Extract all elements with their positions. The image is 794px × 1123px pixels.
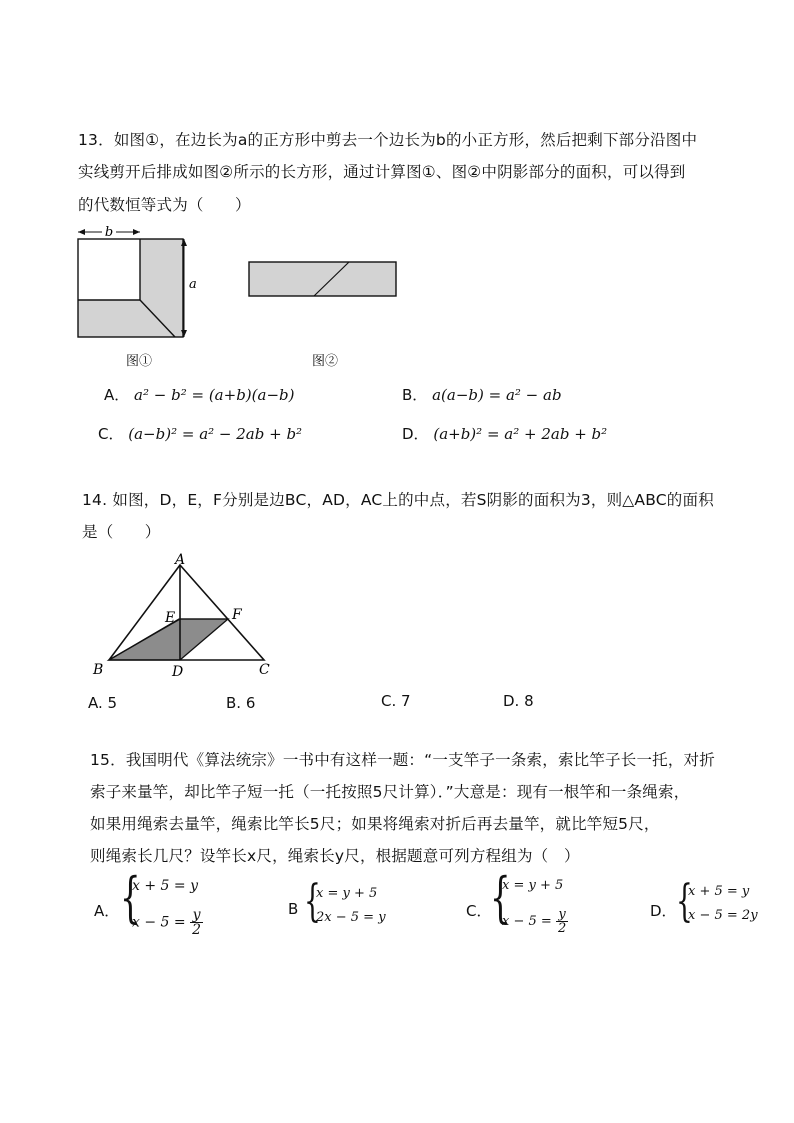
q14-option-d[interactable]: D. 8: [503, 692, 534, 710]
point-a-label: A: [175, 552, 186, 568]
q13-option-a-label: A．: [104, 386, 130, 404]
q13-figure: [70, 222, 420, 352]
q13-option-c-text: (a−b)² = a² − 2ab + b²: [128, 425, 303, 443]
point-d-label: D: [172, 664, 184, 680]
b-arrow-right: [133, 229, 140, 235]
q15-option-a-label: A．: [94, 902, 120, 920]
q14-option-c[interactable]: C. 7: [381, 692, 411, 710]
q14-option-a[interactable]: A. 5: [88, 694, 118, 712]
q15-option-c[interactable]: [466, 866, 576, 942]
q15-option-b-eq1: x = y + 5: [316, 886, 378, 901]
q15-line-2: 索子来量竿，却比竿子短一托（一托按照5尺计算）．”大意是：现有一根竿和一条绳索，: [90, 783, 690, 801]
q15-option-d-eq1: x + 5 = y: [688, 884, 750, 899]
q15-option-c-label: C．: [466, 902, 492, 920]
q15-option-c-eq2: [502, 908, 568, 935]
q15-option-d-eq2: x − 5 = 2y: [688, 908, 758, 923]
q13-line-1: 13．如图①，在边长为a的正方形中剪去一个边长为b的小正方形，然后把剩下部分沿图中: [78, 131, 698, 149]
q15-option-b-eq2: 2x − 5 = y: [316, 910, 386, 925]
q13-option-d[interactable]: [402, 423, 607, 444]
q15-option-c-frac-den: 2: [557, 921, 567, 936]
q15-option-c-eq1: x = y + 5: [502, 878, 564, 893]
q13-line-2: 实线剪开后排成如图②所示的长方形，通过计算图①、图②中阴影部分的面积，可以得到: [78, 163, 686, 181]
q15-option-d-label: D．: [650, 902, 677, 920]
q14-option-b[interactable]: B. 6: [226, 694, 256, 712]
q15-option-b[interactable]: [288, 876, 398, 935]
brace-icon: {: [676, 876, 693, 927]
q14-triangle-figure: [88, 550, 288, 685]
point-b-label: B: [93, 662, 104, 678]
q14-line-2: 是（ ）: [82, 523, 161, 541]
fig1-label-a: a: [189, 277, 197, 292]
q14-line-1: 14. 如图，D，E，F分别是边BC，AD，AC上的中点，若S阴影的面积为3，则△ABC的面积: [82, 491, 714, 509]
q15-option-a-frac-den: 2: [192, 922, 201, 938]
point-c-label: C: [259, 662, 270, 678]
q13-option-a[interactable]: [104, 384, 294, 405]
fig2-caption: 图②: [312, 354, 339, 369]
q15-option-a[interactable]: [94, 866, 204, 942]
q15-option-a-eq1: x + 5 = y: [132, 878, 198, 894]
q15-line-4: 则绳索长几尺？设竿长x尺，绳索长y尺，根据题意可列方程组为（ ）: [90, 847, 580, 865]
point-e-label: E: [165, 610, 176, 626]
q13-option-c-label: C．: [98, 425, 124, 443]
point-f-label: F: [232, 607, 242, 623]
q15-option-c-frac-num: y: [556, 908, 568, 922]
brace-icon: {: [120, 866, 141, 929]
q13-option-d-text: (a+b)² = a² + 2ab + b²: [433, 425, 608, 443]
q15-option-a-eq2: [132, 908, 203, 937]
fig2-rectangle: [249, 262, 396, 296]
q13-option-d-label: D．: [402, 425, 429, 443]
q15-option-d[interactable]: [650, 876, 770, 935]
fig1-shaded-region: [78, 239, 183, 337]
q13-line-3: 的代数恒等式为（ ）: [78, 196, 251, 214]
q15-option-c-eq2-left: x − 5 =: [502, 914, 552, 929]
q13-option-b-text: a(a−b) = a² − ab: [432, 386, 562, 404]
brace-icon: {: [304, 876, 321, 927]
q13-option-c[interactable]: [98, 423, 302, 444]
q15-option-b-label: B: [288, 900, 299, 918]
q13-option-b[interactable]: [402, 384, 562, 405]
fig1-label-b: b: [104, 225, 114, 240]
q15-line-1: 15．我国明代《算法统宗》一书中有这样一题：“一支竿子一条索，索比竿子长一托，对折: [90, 751, 715, 769]
q15-option-a-frac-num: y: [190, 908, 203, 923]
b-arrow-left: [78, 229, 85, 235]
q13-option-b-label: B．: [402, 386, 428, 404]
q13-option-a-text: a² − b² = (a+b)(a−b): [134, 386, 295, 404]
q15-line-3: 如果用绳索去量竿，绳索比竿长5尺；如果将绳索对折后再去量竿，就比竿短5尺，: [90, 815, 660, 833]
brace-icon: {: [490, 866, 511, 929]
q15-option-a-eq2-left: x − 5 =: [132, 914, 186, 931]
fig1-caption: 图①: [126, 354, 153, 369]
fig1-inner-square: [78, 239, 140, 300]
